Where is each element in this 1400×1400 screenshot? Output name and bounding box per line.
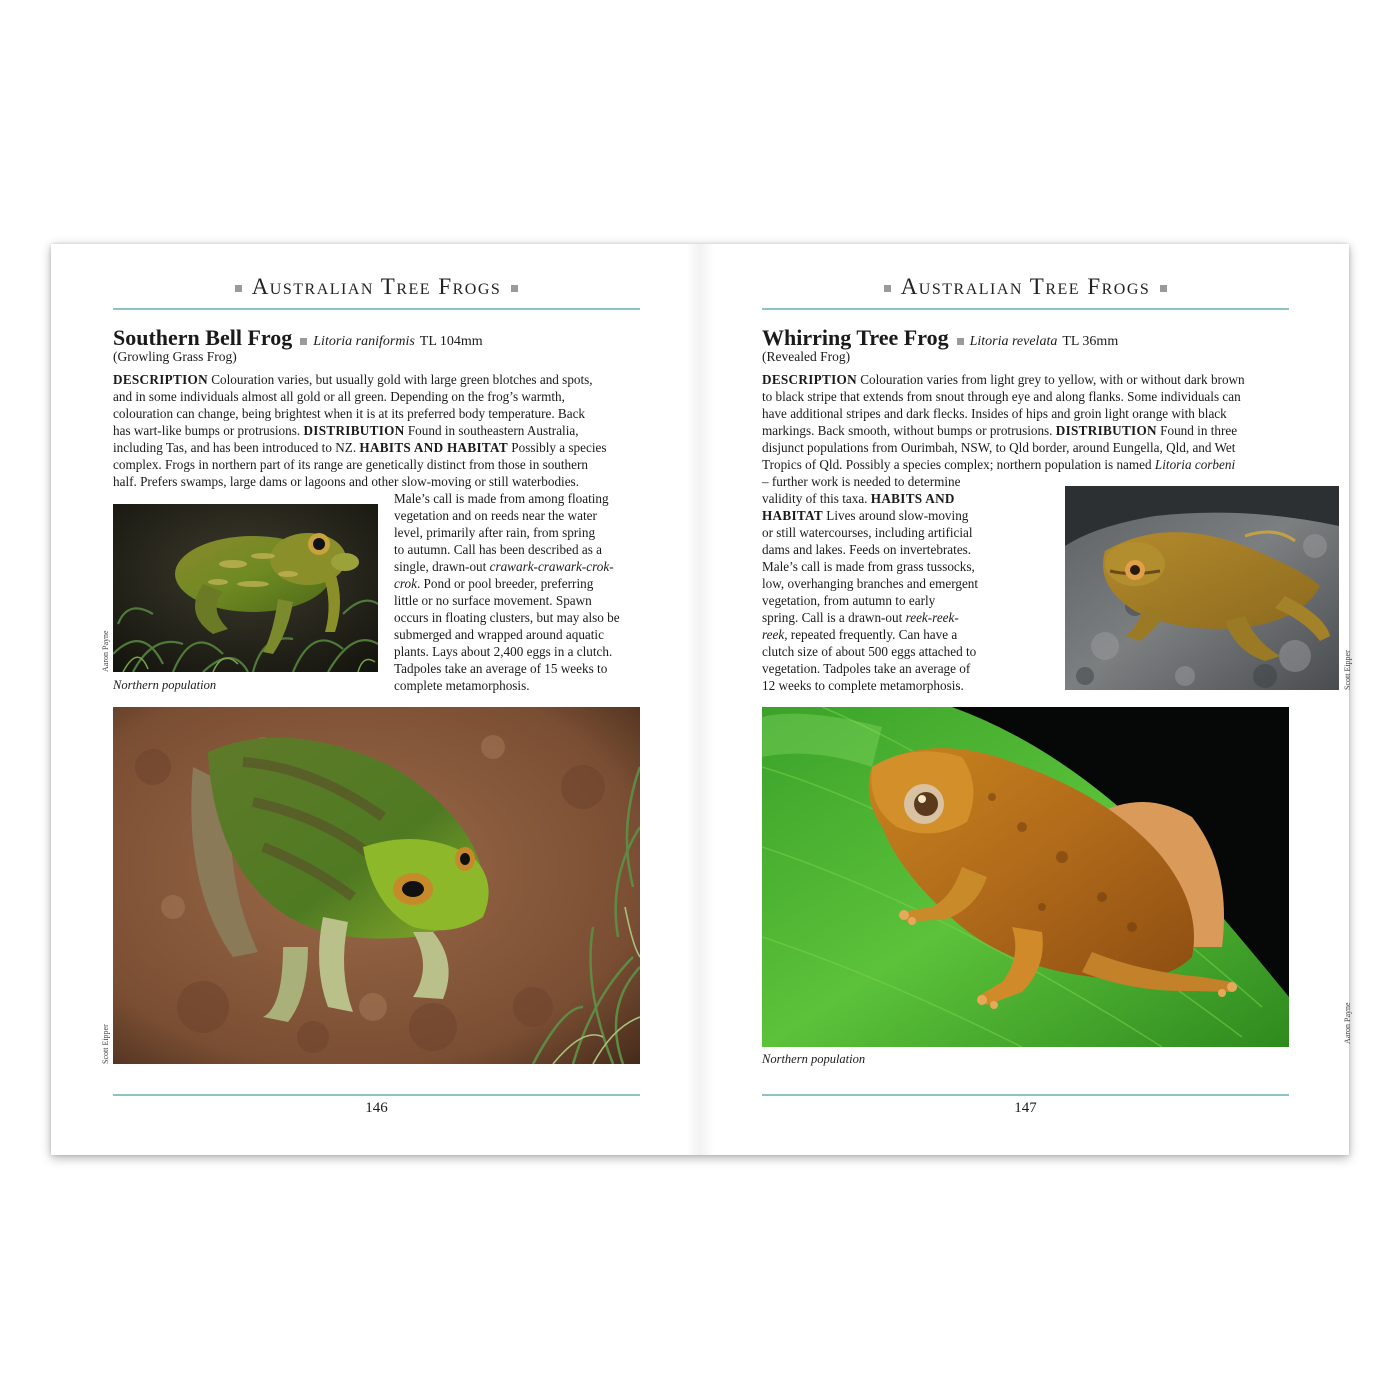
section-label: HABITS AND HABITAT (359, 440, 508, 455)
text-line: occurs in floating clusters, but may also be (394, 610, 620, 625)
text-line: complex. Frogs in northern part of its range are genetically distinct from those in southern (113, 457, 588, 472)
text-line: Tadpoles take an average of 15 weeks to (394, 661, 608, 676)
latin-name: Litoria raniformis (313, 334, 415, 349)
text-line: Male’s call is made from grass tussocks, (762, 559, 975, 574)
text-line: colouration can change, being brightest when it is at its preferred body temperature. Back (113, 406, 586, 421)
text-line: and in some individuals almost all gold or all green. Depending on the frog’s warmth, (113, 389, 565, 404)
photo-credit: Scott Eipper (101, 1024, 110, 1064)
running-head (762, 274, 1289, 300)
page-number: 146 (365, 1100, 388, 1116)
latin-name: Litoria revelata (969, 334, 1058, 349)
running-head (113, 274, 640, 300)
text-line: vegetation, from autumn to early (762, 593, 936, 608)
square-bullet-icon (511, 285, 518, 292)
text-line: validity of this taxa. HABITS AND (762, 491, 955, 506)
text-line: spring. Call is a drawn-out reek-reek- (762, 610, 959, 625)
right-page (700, 244, 1352, 1155)
text-line: has wart-like bumps or protrusions. DISTRIBUTION Found in southeastern Australia, (113, 423, 579, 438)
header-rule (113, 308, 640, 310)
running-head-text: Australian Tree Frogs (900, 274, 1151, 299)
text-line: crok. Pond or pool breeder, preferring (394, 576, 594, 591)
footer-rule (762, 1094, 1289, 1096)
book-spread (51, 244, 1352, 1155)
text-line: 12 weeks to complete metamorphosis. (762, 678, 964, 693)
common-name: Whirring Tree Frog (762, 325, 949, 350)
photo-caption: Northern population (113, 678, 217, 692)
text-line: low, overhanging branches and emergent (762, 576, 979, 591)
header-rule (762, 308, 1289, 310)
page-number: 147 (1014, 1100, 1037, 1116)
alternate-name: (Revealed Frog) (762, 349, 851, 364)
section-label: HABITS AND (870, 491, 955, 506)
common-name: Southern Bell Frog (113, 325, 293, 350)
species-heading (762, 325, 1289, 351)
text-line: including Tas, and has been introduced to NZ. HABITS AND HABITAT Possibly a species (113, 440, 607, 455)
text-line: little or no surface movement. Spawn (394, 593, 592, 608)
section-label: DESCRIPTION (113, 372, 208, 387)
text-line: complete metamorphosis. (394, 678, 530, 693)
total-length: TL 104mm (419, 334, 483, 349)
text-line: to autumn. Call has been described as a (394, 542, 603, 557)
text-line: Male’s call is made from among floating (394, 491, 609, 506)
text-line: plants. Lays about 2,400 eggs in a clutch. (394, 644, 613, 659)
section-label: DISTRIBUTION (303, 423, 405, 438)
photo-credit: Scott Eipper (1343, 650, 1352, 690)
left-page (51, 244, 700, 1155)
text-line: clutch size of about 500 eggs attached to (762, 644, 977, 659)
frog-photo-small (1065, 486, 1339, 690)
section-label: DISTRIBUTION (1055, 423, 1157, 438)
body-text-full (762, 371, 1245, 473)
square-bullet-icon (1160, 285, 1167, 292)
body-text-column (762, 473, 978, 694)
text-line: have additional stripes and dark flecks. Insides of hips and groin light orange with black (762, 406, 1227, 421)
photo-caption: Northern population (762, 1052, 866, 1066)
frog-photo-large (762, 707, 1289, 1047)
text-line: – further work is needed to determine (762, 474, 961, 489)
text-line: submerged and wrapped around aquatic (394, 627, 604, 642)
total-length: TL 36mm (1062, 334, 1119, 349)
section-label: DESCRIPTION (762, 372, 857, 387)
text-line: level, primarily after rain, from spring (394, 525, 596, 540)
text-line: reek, repeated frequently. Can have a (762, 627, 958, 642)
footer-rule (113, 1094, 640, 1096)
species-heading (113, 325, 640, 351)
text-line: to black stripe that extends from snout through eye and along flanks. Some individuals can (762, 389, 1241, 404)
text-line: markings. Back smooth, without bumps or protrusions. DISTRIBUTION Found in three (762, 423, 1238, 438)
running-head-text: Australian Tree Frogs (251, 274, 502, 299)
section-label: HABITAT (762, 508, 823, 523)
body-text-full (113, 371, 607, 490)
text-line: single, drawn-out crawark-crawark-crok- (394, 559, 614, 574)
body-text-column (394, 490, 620, 694)
text-line: HABITAT Lives around slow-moving (762, 508, 969, 523)
alternate-name: (Growling Grass Frog) (113, 349, 237, 364)
text-line: DESCRIPTION Colouration varies from light grey to yellow, with or without dark brown (762, 372, 1245, 387)
square-bullet-icon (884, 285, 891, 292)
frog-photo-large (113, 707, 640, 1064)
square-bullet-icon (300, 338, 307, 345)
text-line: disjunct populations from Ourimbah, NSW, to Qld border, around Eungella, Qld, and Wet (762, 440, 1236, 455)
text-line: vegetation and on reeds near the water (394, 508, 597, 523)
square-bullet-icon (235, 285, 242, 292)
photo-credit: Aaron Payne (101, 630, 110, 672)
text-line: or still watercourses, including artificial (762, 525, 973, 540)
square-bullet-icon (957, 338, 964, 345)
text-line: vegetation. Tadpoles take an average of (762, 661, 971, 676)
text-line: DESCRIPTION Colouration varies, but usually gold with large green blotches and spots, (113, 372, 593, 387)
text-line: half. Prefers swamps, large dams or lagoons and other slow-moving or still waterbodies. (113, 474, 579, 489)
frog-photo-small (113, 504, 378, 672)
photo-credit: Aaron Payne (1343, 1002, 1352, 1044)
text-line: Tropics of Qld. Possibly a species complex; northern population is named Litoria corbeni (762, 457, 1236, 472)
text-line: dams and lakes. Feeds on invertebrates. (762, 542, 972, 557)
